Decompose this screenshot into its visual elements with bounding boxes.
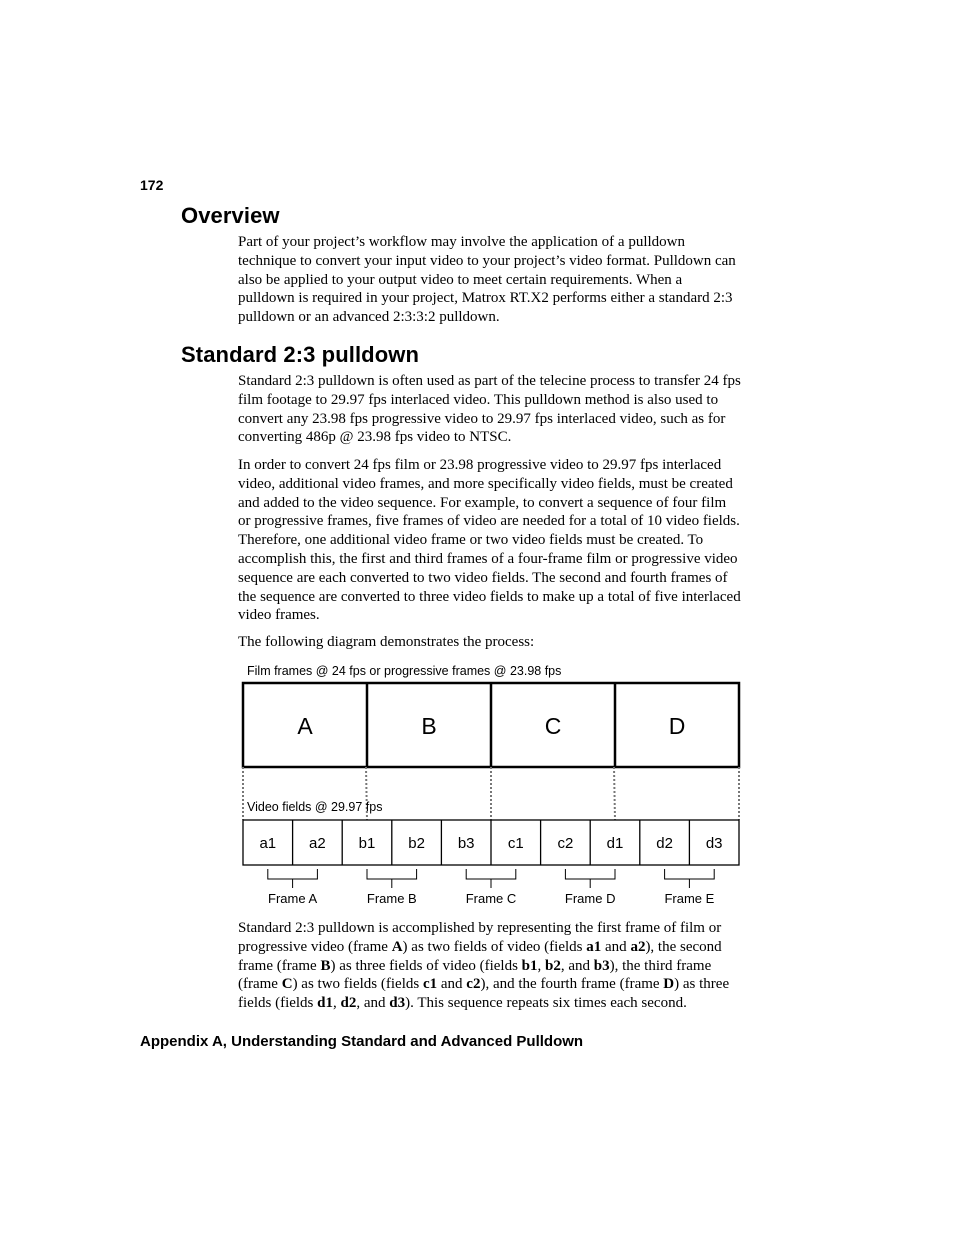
field-label: d1 — [606, 835, 624, 852]
video-fields-row — [243, 820, 739, 865]
field-label: d3 — [705, 835, 723, 852]
field-label: b1 — [358, 835, 376, 852]
video-frame-label: Frame B — [366, 891, 417, 906]
page-number: 172 — [140, 177, 164, 193]
field-label: d2 — [656, 835, 673, 852]
p4-bold: B — [320, 957, 331, 974]
film-frame-label: A — [297, 713, 313, 739]
field-label: a2 — [309, 835, 326, 852]
p4-text: ) as three fields (fields — [238, 976, 730, 1012]
video-frame-label: Frame E — [664, 891, 715, 906]
video-frame-bracket — [367, 869, 417, 888]
video-frame-label: Frame D — [564, 891, 616, 906]
p4-text: ). This sequence repeats six times each second. — [405, 995, 687, 1012]
video-frame-label: Frame C — [465, 891, 517, 906]
p4-bold: c1 — [422, 976, 438, 993]
film-frame-label: B — [421, 713, 437, 739]
film-frame-label: C — [544, 713, 562, 739]
film-frame-label: D — [668, 713, 686, 739]
field-label: c2 — [557, 835, 574, 852]
p4-text: Standard 2:3 pulldown is accomplished by representing the first frame of film or progressive video (frame — [238, 920, 722, 955]
pulldown-paragraph-2: In order to convert 24 fps film or 23.98 progressive video to 29.97 fps interlaced video, additional video frames, and more specifically video fields, must be created and added to the video sequence. For example, to convert a sequence of four film or progressive frames, five frames of video are needed for a total of 10 video fields. Therefore, one additional video frame or two video fields must be created. To accomplish this, the first and third frames of a four-frame film or progressive video sequence are each converted to two video fields. The second and fourth frames of the sequence are converted to three video fields to make up a total of five interlaced video frames. — [238, 457, 741, 624]
p4-text: , — [537, 957, 545, 974]
film-frames-label: Film frames @ 24 fps or progressive frames @ 23.98 fps — [247, 664, 562, 678]
overview-paragraph: Part of your project’s workflow may involve the application of a pulldown technique to convert your input video to your project’s video format. Pulldown can also be applied to your output video to meet certain requirements. When a pulldown is required in your project, Matrox RT.X2 performs either a standard 2:3 pulldown or an advanced 2:3:3:2 pulldown. — [238, 234, 736, 326]
p4-text: ) as two fields (fields — [292, 976, 423, 993]
video-frame-bracket — [565, 869, 615, 888]
pulldown-paragraph-4 — [238, 919, 742, 1013]
p4-bold: b1 — [521, 957, 538, 974]
p4-bold: d3 — [389, 995, 406, 1012]
p4-bold: b3 — [593, 957, 610, 974]
film-frames-row — [243, 683, 739, 767]
p4-bold: a1 — [586, 938, 602, 955]
dotted-connector — [614, 767, 615, 820]
pulldown-paragraph-3: The following diagram demonstrates the process: — [238, 634, 535, 650]
p4-bold: b2 — [545, 957, 561, 974]
p4-text: ), the second frame (frame — [238, 938, 722, 974]
video-frame-bracket — [268, 869, 318, 888]
p4-bold: A — [391, 938, 403, 955]
p4-text: , — [333, 995, 341, 1012]
p4-text: , and — [356, 995, 390, 1012]
p4-text: ), the third frame (frame — [238, 957, 712, 993]
p4-text: ), and the fourth frame (frame — [480, 976, 664, 993]
p4-text: , and — [560, 957, 594, 974]
video-frame-brackets — [268, 869, 715, 906]
video-fields-label: Video fields @ 29.97 fps — [247, 800, 383, 814]
p4-text: and — [437, 976, 467, 993]
field-label: a1 — [259, 835, 277, 852]
page-footer: Appendix A, Understanding Standard and Advanced Pulldown — [140, 1033, 584, 1050]
p4-bold: a2 — [630, 938, 646, 955]
p4-bold: D — [663, 976, 675, 993]
p4-bold: d1 — [317, 995, 333, 1012]
video-frame-label: Frame A — [268, 891, 318, 906]
p4-bold: C — [281, 976, 293, 993]
pulldown-paragraph-1: Standard 2:3 pulldown is often used as part of the telecine process to transfer 24 fps film footage to 29.97 fps interlaced video. This pulldown method is also used to convert any 23.98 fps progressive video to 29.97 fps interlaced video, such as for converting 486p @ 23.98 fps video to NTSC. — [238, 373, 741, 446]
standard-pulldown-heading: Standard 2:3 pulldown — [181, 342, 419, 367]
p4-text: ) as three fields of video (fields — [330, 957, 522, 974]
p4-text: and — [601, 938, 631, 955]
field-label: b2 — [408, 835, 425, 852]
p4-text: ) as two fields of video (fields — [402, 938, 587, 955]
overview-heading: Overview — [181, 203, 280, 228]
video-frame-bracket — [665, 869, 715, 888]
field-label: b3 — [457, 835, 475, 852]
p4-bold: d2 — [340, 995, 357, 1012]
p4-bold: c2 — [466, 976, 481, 993]
field-label: c1 — [507, 835, 524, 852]
video-frame-bracket — [466, 869, 516, 888]
